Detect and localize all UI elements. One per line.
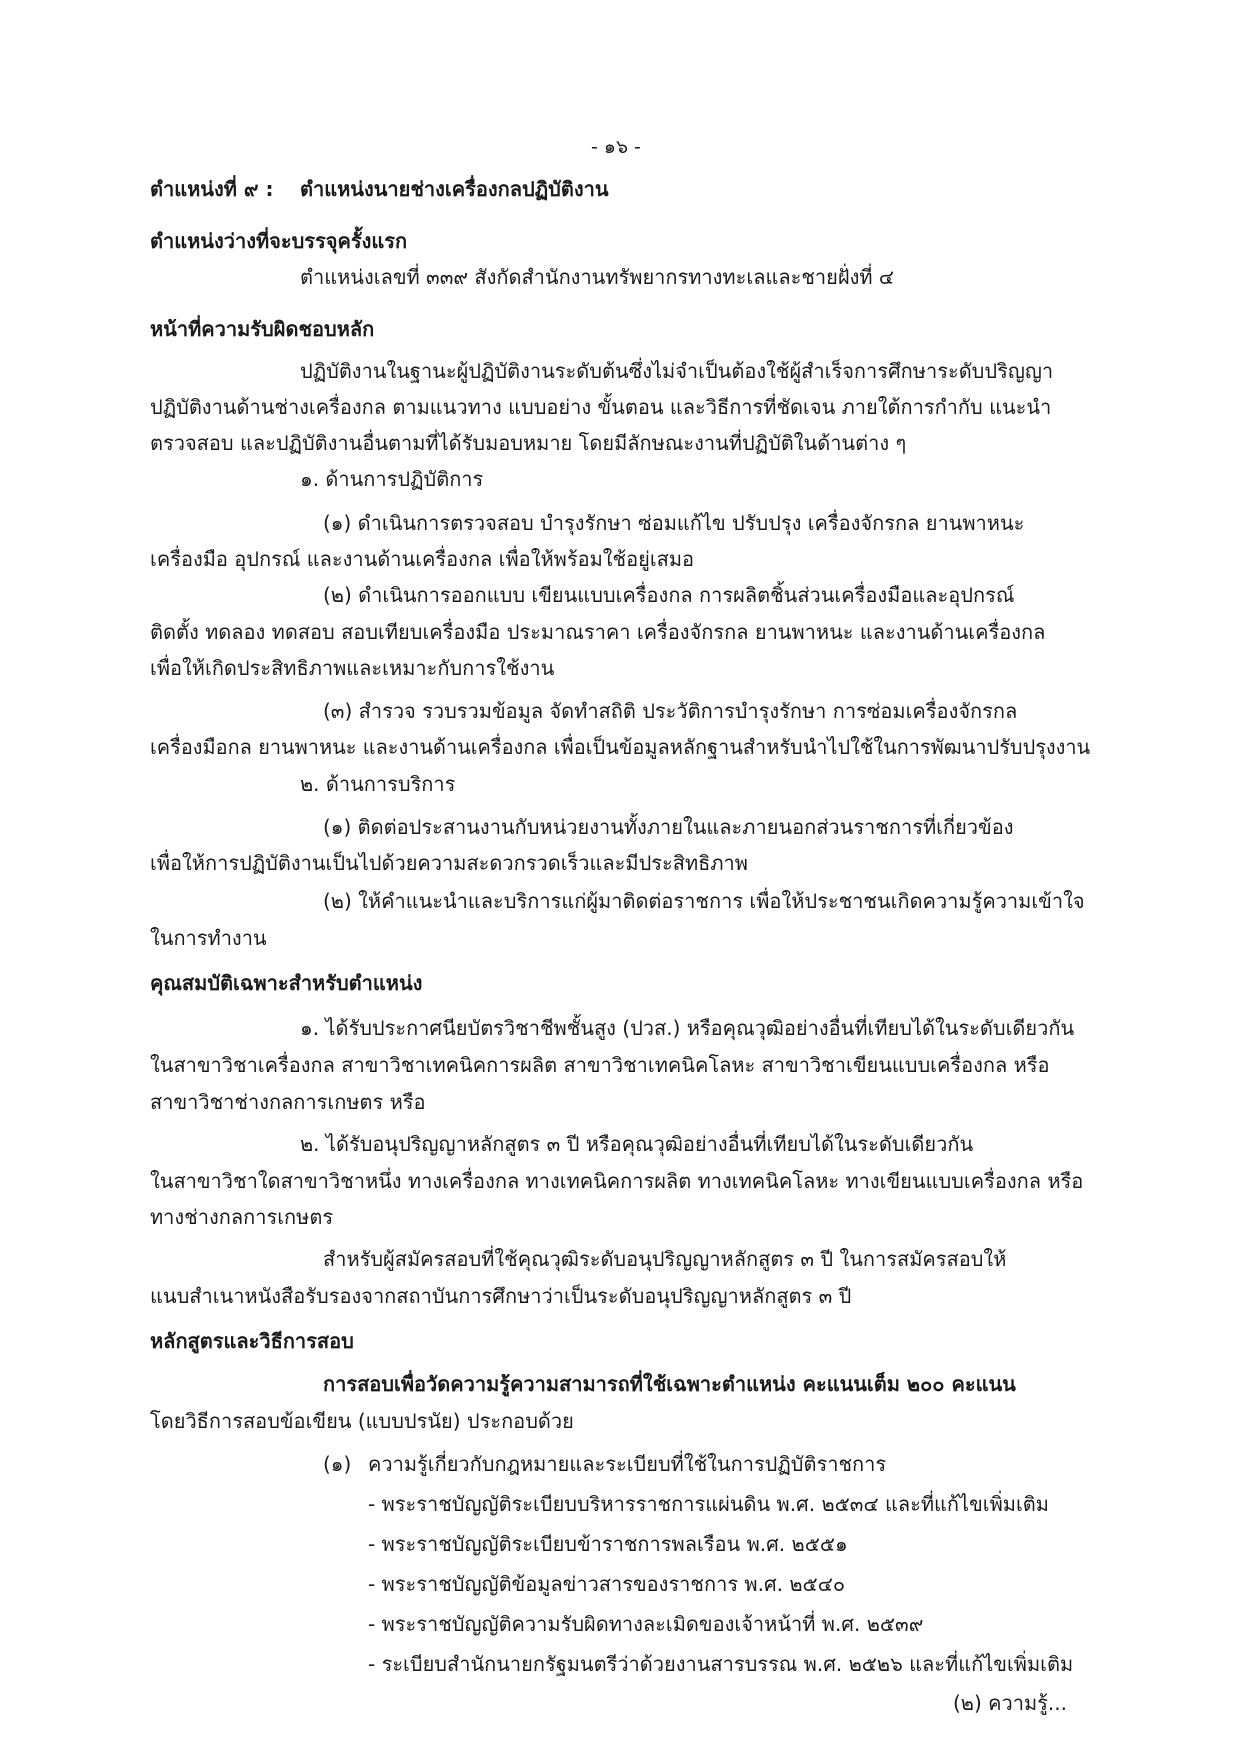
duty-item-line: เพื่อให้การปฏิบัติงานเป็นไปด้วยความสะดวกรวดเร็วและมีประสิทธิภาพ: [150, 851, 748, 875]
qualification-line: ๒. ได้รับอนุปริญญาหลักสูตร ๓ ปี หรือคุณวุฒิอย่างอื่นที่เทียบได้ในระดับเดียวกัน: [300, 1132, 974, 1156]
qualification-line: สาขาวิชาช่างกลการเกษตร หรือ: [150, 1090, 426, 1114]
exam-heading: หลักสูตรและวิธีการสอบ: [150, 1329, 354, 1353]
qualification-line: ทางช่างกลการเกษตร: [150, 1205, 334, 1229]
law-list-item: - พระราชบัญญัติข้อมูลข่าวสารของราชการ พ.ศ. ๒๕๔๐: [368, 1572, 846, 1596]
law-list-item: - ระเบียบสำนักนายกรัฐมนตรีว่าด้วยงานสารบรรณ พ.ศ. ๒๕๒๖ และที่แก้ไขเพิ่มเติม: [368, 1652, 1074, 1676]
qualification-line: ในสาขาวิชาใดสาขาวิชาหนึ่ง ทางเครื่องกล ทางเทคนิคการผลิต ทางเทคนิคโลหะ ทางเขียนแบบเครื่องกล หรือ: [150, 1169, 1084, 1193]
law-list-item: - พระราชบัญญัติระเบียบบริหารราชการแผ่นดิน พ.ศ. ๒๕๓๔ และที่แก้ไขเพิ่มเติม: [368, 1492, 1049, 1516]
page-number: - ๑๖ -: [591, 136, 641, 158]
duty-item-line: (๑) ดำเนินการตรวจสอบ บำรุงรักษา ซ่อมแก้ไข ปรับปรุง เครื่องจักรกล ยานพาหนะ: [323, 511, 1025, 535]
section-title: ๑. ด้านการปฏิบัติการ: [300, 467, 484, 491]
exam-part-number: (๑): [323, 1452, 352, 1476]
section-title: ๒. ด้านการบริการ: [300, 772, 456, 796]
duty-item-line: ติดตั้ง ทดลอง ทดสอบ สอบเทียบเครื่องมือ ประมาณราคา เครื่องจักรกล ยานพาหนะ และงานด้านเครื่องกล: [150, 620, 1046, 644]
qualifications-heading: คุณสมบัติเฉพาะสำหรับตำแหน่ง: [150, 971, 423, 995]
exam-subheading: การสอบเพื่อวัดความรู้ความสามารถที่ใช้เฉพาะตำแหน่ง คะแนนเต็ม ๒๐๐ คะแนน: [323, 1372, 1016, 1396]
duty-item-line: ในการทำงาน: [150, 926, 267, 950]
duties-intro-line: ปฏิบัติงานในฐานะผู้ปฏิบัติงานระดับต้นซึ่งไม่จำเป็นต้องใช้ผู้สำเร็จการศึกษาระดับปริญญา: [300, 359, 1054, 383]
duties-intro-line: ปฏิบัติงานด้านช่างเครื่องกล ตามแนวทาง แบบอย่าง ขั้นตอน และวิธีการที่ชัดเจน ภายใต้การกำกับ แนะนำ: [150, 395, 1052, 419]
duty-item-line: เครื่องมือกล ยานพาหนะ และงานด้านเครื่องกล เพื่อเป็นข้อมูลหลักฐานสำหรับนำไปใช้ในการพัฒนาปรับปรุงงาน: [150, 735, 1091, 759]
position-title-label: ตำแหน่งที่ ๙ :: [150, 177, 274, 201]
duty-item-line: (๑) ติดต่อประสานงานกับหน่วยงานทั้งภายในและภายนอกส่วนราชการที่เกี่ยวข้อง: [323, 815, 1014, 839]
position-title: ตำแหน่งนายช่างเครื่องกลปฏิบัติงาน: [300, 177, 609, 201]
exam-method: โดยวิธีการสอบข้อเขียน (แบบปรนัย) ประกอบด้วย: [150, 1409, 574, 1433]
duty-item-line: (๒) ให้คำแนะนำและบริการแก่ผู้มาติดต่อราชการ เพื่อให้ประชาชนเกิดความรู้ความเข้าใจ: [323, 889, 1085, 913]
law-list-item: - พระราชบัญญัติระเบียบข้าราชการพลเรือน พ.ศ. ๒๕๕๑: [368, 1532, 848, 1556]
exam-part-title: ความรู้เกี่ยวกับกฎหมายและระเบียบที่ใช้ในการปฏิบัติราชการ: [368, 1452, 887, 1476]
duties-heading: หน้าที่ความรับผิดชอบหลัก: [150, 317, 375, 341]
duty-item-line: เพื่อให้เกิดประสิทธิภาพและเหมาะกับการใช้งาน: [150, 656, 555, 680]
duty-item-line: (๓) สำรวจ รวบรวมข้อมูล จัดทำสถิติ ประวัติการบำรุงรักษา การซ่อมเครื่องจักรกล: [323, 699, 1018, 723]
duty-item-line: (๒) ดำเนินการออกแบบ เขียนแบบเครื่องกล การผลิตชิ้นส่วนเครื่องมือและอุปกรณ์: [323, 583, 1015, 607]
qualification-note-line: สำหรับผู้สมัครสอบที่ใช้คุณวุฒิระดับอนุปริญญาหลักสูตร ๓ ปี ในการสมัครสอบให้: [323, 1247, 1007, 1271]
vacancy-heading: ตำแหน่งว่างที่จะบรรจุครั้งแรก: [150, 229, 408, 253]
qualification-line: ๑. ได้รับประกาศนียบัตรวิชาชีพชั้นสูง (ปวส.) หรือคุณวุฒิอย่างอื่นที่เทียบได้ในระดับเดียวกัน: [300, 1016, 1075, 1040]
law-list-item: - พระราชบัญญัติความรับผิดทางละเมิดของเจ้าหน้าที่ พ.ศ. ๒๕๓๙: [368, 1612, 924, 1636]
qualification-note-line: แนบสำเนาหนังสือรับรองจากสถาบันการศึกษาว่าเป็นระดับอนุปริญญาหลักสูตร ๓ ปี: [150, 1284, 852, 1308]
duty-item-line: เครื่องมือ อุปกรณ์ และงานด้านเครื่องกล เพื่อให้พร้อมใช้อยู่เสมอ: [150, 547, 695, 571]
continuation-marker: (๒) ความรู้...: [953, 1691, 1067, 1715]
qualification-line: ในสาขาวิชาเครื่องกล สาขาวิชาเทคนิคการผลิต สาขาวิชาเทคนิคโลหะ สาขาวิชาเขียนแบบเครื่องกล หรือ: [150, 1053, 1050, 1077]
vacancy-detail: ตำแหน่งเลขที่ ๓๓๙ สังกัดสำนักงานทรัพยากรทางทะเลและชายฝั่งที่ ๔: [300, 265, 895, 289]
duties-intro-line: ตรวจสอบ และปฏิบัติงานอื่นตามที่ได้รับมอบหมาย โดยมีลักษณะงานที่ปฏิบัติในด้านต่าง ๆ: [150, 431, 907, 455]
